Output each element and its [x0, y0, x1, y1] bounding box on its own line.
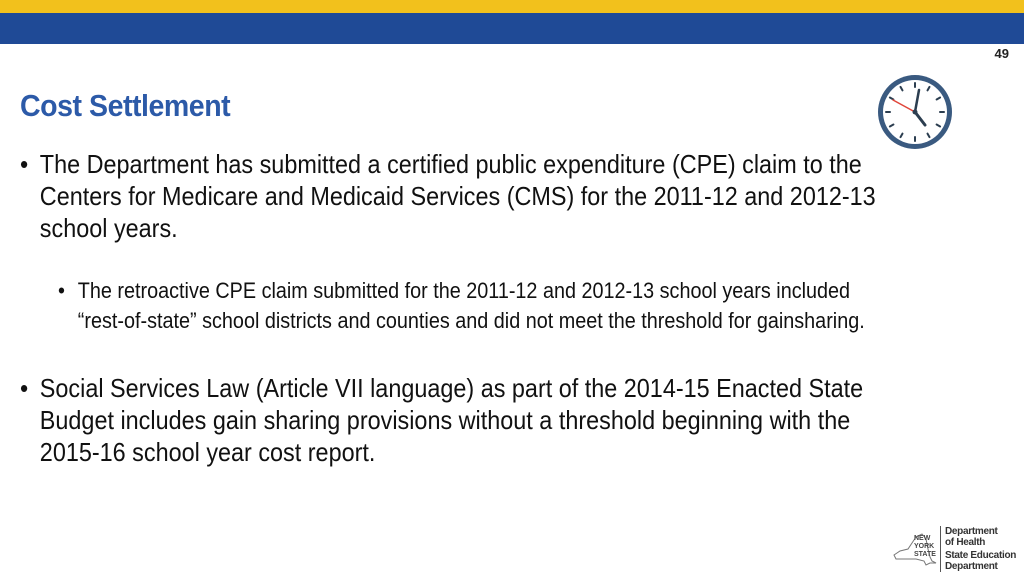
bullet-item [20, 148, 886, 244]
department-names [945, 526, 1016, 572]
footer-divider [940, 526, 941, 572]
slide-title: Cost Settlement [20, 88, 231, 123]
bullet-dot: • [58, 278, 65, 303]
ny-state-wordmark [914, 535, 936, 559]
bullet-text: The Department has submitted a certified public expenditure (CPE) claim to the Centers for Medicare and Medicaid Services (CMS) for the 2011-12 and 2012-13 school years. [39, 149, 876, 243]
page-number: 49 [994, 46, 1009, 61]
ny-line: NEW [914, 535, 931, 542]
footer-logo [890, 522, 1024, 576]
ny-line: STATE [914, 551, 936, 558]
bullet-dot: • [20, 373, 29, 403]
bullet-item [20, 372, 886, 468]
slide-content [20, 148, 940, 468]
header-bar [0, 13, 1024, 44]
dept-line: of Health [945, 537, 986, 548]
dept-line: Department [945, 561, 998, 572]
top-accent-bar [0, 0, 1024, 13]
dept-line: State Education [945, 550, 1017, 561]
ny-line: YORK [914, 543, 935, 550]
bullet-text: Social Services Law (Article VII language) as part of the 2014-15 Enacted State Budget includes gain sharing provisions without a threshold beginning with the 2015-16 school year cost report. [39, 373, 864, 467]
dept-line: Department [945, 526, 998, 537]
sub-bullet-item [58, 276, 870, 336]
bullet-dot: • [20, 149, 29, 179]
sub-bullet-text: The retroactive CPE claim submitted for the 2011-12 and 2012-13 school years included “rest-of-state” school districts and counties and did not meet the threshold for gainsharing. [77, 278, 865, 333]
clock-icon [875, 72, 955, 152]
